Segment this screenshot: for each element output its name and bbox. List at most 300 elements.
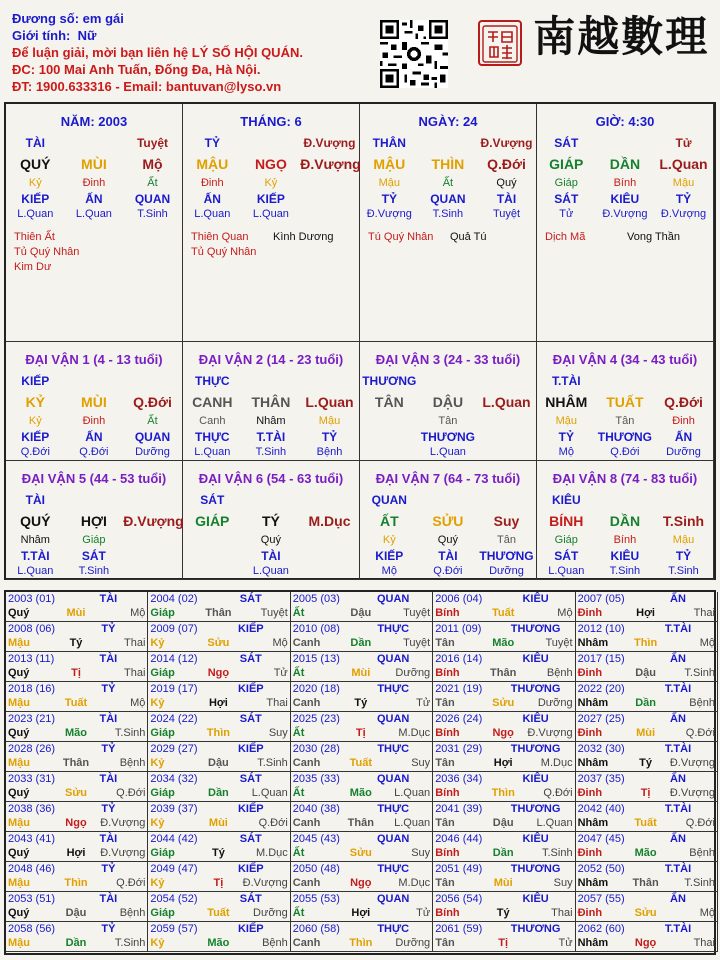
pillar-value: Mộ [381, 565, 397, 577]
year-branch: Mão [492, 637, 515, 649]
year-label: 2050 (48) [292, 863, 340, 875]
year-phase: Thai [123, 637, 146, 649]
pillar-row [360, 446, 536, 462]
year-phase: Dưỡng [537, 697, 573, 709]
year-stem: Giáp [150, 607, 175, 619]
year-cell [291, 682, 433, 712]
pillar-value: ẤN [203, 192, 221, 206]
year-branch: Tị [355, 727, 366, 739]
pillar-value: Bệnh [316, 446, 343, 458]
pillar-value: SÁT [554, 136, 579, 150]
pillar-row [183, 374, 359, 390]
pillar-value: L.Quan [252, 208, 289, 220]
year-label: 2006 (04) [435, 593, 483, 605]
pillar-value: Ất [147, 177, 158, 189]
pillar-value: Tân [615, 415, 635, 427]
year-cell [291, 712, 433, 742]
year-branch: Mùi [208, 817, 228, 829]
pillar-value: L.Quan [305, 394, 354, 410]
qr-center-logo [410, 50, 417, 57]
year-phase: Mộ [699, 907, 715, 919]
year-phase: Tuyệt [545, 637, 573, 649]
pillar-value: KIÊU [610, 549, 640, 563]
year-branch: Ngọ [492, 727, 514, 739]
year-label: 2026 (24) [435, 713, 483, 725]
pillar-value: SÁT [554, 549, 579, 563]
pillar-value: Bính [613, 534, 637, 546]
pillar-value: QUAN [430, 192, 466, 206]
pillar-value: Q.Đới [664, 394, 703, 410]
year-phase: M.Dục [256, 847, 288, 859]
year-cell [576, 622, 718, 652]
pillar-value: KIẾP [375, 549, 404, 563]
year-branch: Tị [213, 877, 224, 889]
year-stem: Nhâm [577, 817, 609, 829]
year-phase: T.Sinh [684, 667, 715, 679]
year-stem: Canh [292, 817, 321, 829]
year-label: 2010 (08) [292, 623, 340, 635]
year-label: 2052 (50) [577, 863, 625, 875]
pillar-value: THƯƠNG [597, 430, 652, 444]
year-branch: Dậu [208, 757, 229, 769]
year-branch: Ngọ [207, 667, 230, 679]
year-ten-god: T.TÀI [664, 743, 692, 755]
year-phase: M.Dục [398, 877, 431, 889]
year-stem: Quý [8, 847, 30, 859]
year-phase: Bệnh [689, 847, 715, 859]
year-label: 2054 (52) [150, 893, 198, 905]
year-phase: Tử [416, 697, 431, 709]
pillar-cell [183, 104, 360, 342]
year-label: 2036 (34) [435, 773, 483, 785]
year-label: 2060 (58) [292, 923, 340, 935]
pillar-stars-secondary [627, 230, 709, 245]
year-phase: Dưỡng [253, 907, 288, 919]
year-phase: Mộ [272, 637, 288, 649]
year-branch: Dậu [492, 817, 514, 829]
year-phase: Thai [693, 937, 715, 949]
pillar-value: Tử [559, 208, 574, 220]
pillar-row [537, 192, 713, 208]
year-phase: Tử [558, 937, 573, 949]
year-stem: Giáp [150, 667, 175, 679]
four-pillars-table [4, 102, 716, 580]
year-cell [6, 862, 148, 892]
pillar-value: Giáp [554, 177, 578, 189]
pillar-value: SÁT [200, 493, 225, 507]
year-label: 2051 (49) [435, 863, 483, 875]
year-cell [433, 892, 575, 922]
pillar-cell [6, 461, 183, 580]
year-label: 2042 (40) [577, 803, 625, 815]
year-cell [6, 652, 148, 682]
year-cell [576, 682, 718, 712]
year-label: 2005 (03) [292, 593, 340, 605]
pillar-value: L.Quan [482, 394, 531, 410]
pillar-value: Đ.Vượng [366, 208, 412, 220]
year-cell [433, 802, 575, 832]
year-ten-god: QUAN [376, 893, 410, 905]
year-ten-god: SÁT [239, 713, 262, 725]
pillar-value: THỰC [194, 374, 230, 388]
pillar-cell [6, 104, 183, 342]
pillar-row [360, 374, 536, 390]
pillar-value: TÝ [261, 513, 280, 529]
year-label: 2013 (11) [8, 653, 55, 665]
year-label: 2019 (17) [150, 683, 198, 695]
star-item: Quả Tú [450, 231, 487, 243]
pillar-row [360, 534, 536, 550]
year-cell [6, 922, 148, 952]
pillar-value: BÍNH [549, 513, 584, 529]
year-branch: Sửu [349, 847, 372, 859]
pillar-row [6, 177, 182, 193]
pillar-row [360, 136, 536, 152]
pillar-value: T.Sinh [78, 565, 110, 577]
year-ten-god: KIẾP [237, 623, 264, 635]
pillar-value: L.Quan [548, 565, 585, 577]
pillar-value: L.Quan [17, 208, 54, 220]
pillar-value: DẬU [432, 394, 464, 410]
year-ten-god: KIÊU [522, 593, 549, 605]
year-phase: Q.Đới [116, 787, 146, 799]
year-phase: Bệnh [546, 667, 573, 679]
pillar-value: Quý [437, 534, 458, 546]
year-ten-god: ẤN [670, 593, 686, 605]
pillar-value: Q.Đới [20, 446, 50, 458]
pillar-row [360, 415, 536, 431]
year-stem: Canh [292, 937, 321, 949]
year-ten-god: KIÊU [522, 833, 549, 845]
pillar-value: TỶ [558, 430, 574, 444]
pillar-value: KIẾP [21, 374, 50, 388]
year-label: 2012 (10) [577, 623, 625, 635]
star-item: Thiên Ất [14, 231, 55, 243]
year-stem: Ất [292, 847, 305, 859]
year-branch: Sửu [64, 787, 88, 799]
pillar-value: ẤT [379, 513, 399, 529]
year-branch: Tuất [64, 697, 88, 709]
year-cell [576, 862, 718, 892]
year-stem: Ất [292, 907, 305, 919]
pillar-value: TÀI [496, 192, 517, 206]
pillar-value: Mậu [672, 177, 695, 189]
year-branch: Ngọ [65, 817, 87, 829]
pillar-row [537, 430, 713, 446]
pillar-row [537, 156, 713, 172]
pillar-row [6, 430, 182, 446]
pillar-value: Mộ [142, 156, 163, 172]
year-cell [148, 802, 290, 832]
pillar-value: Q.Đới [433, 565, 463, 577]
year-cell [148, 622, 290, 652]
pillar-value: QUÝ [20, 513, 51, 529]
year-ten-god: T.TÀI [664, 683, 692, 695]
pillar-title: ĐẠI VẬN 7 (64 - 73 tuổi) [375, 471, 521, 486]
year-branch: Tị [640, 787, 651, 799]
pillar-value: Q.Đới [487, 156, 526, 172]
year-phase: Mộ [557, 607, 573, 619]
year-ten-god: KIÊU [522, 653, 549, 665]
pillar-row [183, 192, 359, 208]
year-stem: Mậu [8, 877, 30, 889]
year-ten-god: THỰC [377, 683, 410, 695]
pillar-value: Mộ [558, 446, 574, 458]
pillar-value: SÁT [81, 549, 106, 563]
year-stem: Giáp [150, 727, 175, 739]
pillar-value: ẤN [85, 192, 103, 206]
year-phase: Thai [693, 607, 715, 619]
year-label: 2018 (16) [8, 683, 56, 695]
year-ten-god: THƯƠNG [510, 683, 561, 695]
year-branch: Tuất [491, 607, 515, 619]
year-stem: Mậu [8, 817, 30, 829]
year-ten-god: T.TÀI [664, 803, 692, 815]
year-cell [6, 892, 148, 922]
year-label: 2011 (09) [435, 623, 482, 635]
year-stem: Ất [292, 787, 305, 799]
year-phase: Bệnh [262, 937, 288, 949]
year-label: 2025 (23) [292, 713, 340, 725]
pillar-value: Q.Đới [133, 394, 172, 410]
year-cell [148, 922, 290, 952]
pillar-value: THÂN [372, 136, 406, 150]
pillar-row [183, 493, 359, 509]
year-branch: Hợi [493, 757, 513, 769]
year-stem: Bính [435, 667, 460, 679]
year-label: 2047 (45) [577, 833, 625, 845]
pillar-row [537, 446, 713, 462]
year-cell [576, 922, 718, 952]
year-phase: Thai [123, 667, 146, 679]
pillar-value: GIÁP [549, 156, 584, 172]
star-item: Dịch Mã [545, 231, 586, 243]
pillar-value: TÀI [25, 493, 45, 507]
year-stem: Kỷ [150, 637, 165, 649]
year-cell [291, 592, 433, 622]
year-cell [6, 682, 148, 712]
year-cell [576, 742, 718, 772]
pillar-value: T.Sinh [662, 513, 705, 529]
year-phase: Đ.Vượng [669, 757, 715, 769]
year-label: 2034 (32) [150, 773, 198, 785]
pillar-value: Mậu [378, 177, 400, 189]
year-branch: Mão [634, 847, 657, 859]
pillar-value: L.Quan [659, 156, 708, 172]
pillar-cell [537, 461, 714, 580]
year-ten-god: THƯƠNG [510, 623, 561, 635]
year-phase: Q.Đới [258, 817, 288, 829]
year-stem: Tân [435, 757, 455, 769]
year-ten-god: ẤN [670, 653, 686, 665]
annual-luck-table [4, 590, 716, 955]
pillar-value: QUÝ [20, 156, 51, 172]
year-label: 2056 (54) [435, 893, 483, 905]
pillar-row [6, 208, 182, 224]
year-stem: Giáp [150, 847, 175, 859]
pillar-row [6, 565, 182, 581]
year-branch: Thìn [206, 727, 230, 739]
year-label: 2061 (59) [435, 923, 483, 935]
year-ten-god: KIÊU [522, 773, 549, 785]
year-ten-god: THƯƠNG [510, 923, 561, 935]
year-stem: Tân [435, 937, 455, 949]
year-label: 2053 (51) [8, 893, 56, 905]
year-stem: Nhâm [577, 757, 609, 769]
pillar-row [183, 549, 359, 565]
year-branch: Ngọ [634, 937, 657, 949]
year-branch: Ngọ [350, 877, 372, 889]
pillar-title: ĐẠI VẬN 6 (54 - 63 tuổi) [198, 471, 344, 486]
year-phase: L.Quan [394, 787, 431, 799]
year-label: 2030 (28) [292, 743, 340, 755]
pillar-value: THÌN [431, 156, 465, 172]
year-branch: Dậu [65, 907, 87, 919]
pillar-value: Đinh [82, 177, 106, 189]
year-branch: Tý [211, 847, 225, 859]
year-branch: Thân [347, 817, 374, 829]
pillar-value: Quý [260, 534, 281, 546]
year-phase: Thai [551, 907, 573, 919]
year-stem: Đinh [577, 727, 603, 739]
brand-logo [500, 4, 709, 64]
year-cell [576, 892, 718, 922]
pillar-title: ĐẠI VẬN 2 (14 - 23 tuổi) [198, 352, 344, 367]
year-branch: Hợi [636, 607, 655, 619]
pillar-row [183, 394, 359, 410]
pillar-cell [360, 342, 537, 461]
year-phase: Đ.Vượng [669, 787, 715, 799]
pillar-value: TỶ [381, 192, 397, 206]
year-ten-god: ẤN [670, 893, 686, 905]
pillar-value: Đ.Vượng [602, 208, 648, 220]
pillar-value: T.Sinh [668, 565, 699, 577]
year-label: 2062 (60) [577, 923, 625, 935]
pillar-row [360, 549, 536, 565]
pillar-title: ĐẠI VẬN 1 (4 - 13 tuổi) [25, 352, 163, 367]
pillar-row [6, 513, 182, 529]
year-phase: Tuyệt [403, 637, 431, 649]
pillar-value: Tân [497, 534, 516, 546]
year-ten-god: TÀI [99, 893, 118, 905]
pillar-value: QUAN [371, 493, 407, 507]
year-label: 2023 (21) [8, 713, 56, 725]
pillar-value: ẤN [674, 430, 693, 444]
pillar-cell [537, 342, 714, 461]
year-stem: Mậu [8, 937, 30, 949]
year-stem: Quý [8, 907, 30, 919]
pillar-row [6, 549, 182, 565]
year-cell [291, 802, 433, 832]
year-cell [576, 592, 718, 622]
year-stem: Đinh [577, 787, 603, 799]
year-label: 2017 (15) [577, 653, 625, 665]
year-branch: Mùi [636, 727, 656, 739]
pillar-row [183, 136, 359, 152]
year-stem: Bính [435, 847, 460, 859]
year-ten-god: T.TÀI [664, 623, 692, 635]
year-ten-god: SÁT [239, 833, 262, 845]
pillar-row [537, 177, 713, 193]
year-label: 2033 (31) [8, 773, 56, 785]
year-cell [291, 832, 433, 862]
pillar-title: ĐẠI VẬN 3 (24 - 33 tuổi) [375, 352, 521, 367]
pillar-row [360, 177, 536, 193]
year-phase: L.Quan [251, 787, 288, 799]
year-stem: Tân [435, 697, 455, 709]
year-cell [148, 832, 290, 862]
year-phase: L.Quan [536, 817, 573, 829]
year-stem: Đinh [577, 607, 603, 619]
pillar-row [537, 549, 713, 565]
year-phase: Q.Đới [685, 727, 715, 739]
year-label: 2021 (19) [435, 683, 483, 695]
year-cell [433, 592, 575, 622]
pillar-row [360, 208, 536, 224]
pillar-title: ĐẠI VẬN 5 (44 - 53 tuổi) [21, 471, 167, 486]
pillar-value: KIẾP [256, 192, 285, 206]
pillar-value: Q.Đới [610, 446, 640, 458]
year-label: 2041 (39) [435, 803, 483, 815]
pillar-row [6, 192, 182, 208]
star-item: Kình Dương [273, 231, 334, 243]
year-branch: Mùi [493, 877, 513, 889]
year-cell [433, 712, 575, 742]
pillar-title: ĐẠI VẬN 8 (74 - 83 tuổi) [552, 471, 698, 486]
pillar-value: TỶ [675, 549, 692, 563]
pillar-value: Giáp [554, 534, 578, 546]
year-phase: M.Dục [540, 757, 573, 769]
year-label: 2055 (53) [292, 893, 340, 905]
year-branch: Thìn [491, 787, 515, 799]
pillar-value: KIẾP [21, 192, 50, 206]
pillar-value: Đ.Vượng [123, 513, 184, 529]
pillar-cell [537, 104, 714, 342]
pillar-value: L.Quan [194, 208, 231, 220]
year-stem: Đinh [577, 847, 603, 859]
year-stem: Mậu [8, 697, 30, 709]
year-phase: T.Sinh [114, 937, 146, 949]
year-stem: Quý [8, 727, 30, 739]
year-cell [576, 802, 718, 832]
year-label: 2049 (47) [150, 863, 198, 875]
year-ten-god: SÁT [239, 893, 262, 905]
contact-invite: Để luận giải, mời bạn liên hệ LÝ SỐ HỘI QUÁN. [12, 45, 303, 60]
year-phase: Bệnh [689, 697, 715, 709]
pillar-stars-secondary [450, 230, 532, 245]
pillar-value: MÙI [81, 394, 107, 410]
pillar-value: Đinh [82, 415, 106, 427]
pillar-row [6, 156, 182, 172]
year-cell [291, 922, 433, 952]
year-cell [6, 832, 148, 862]
year-branch: Thìn [633, 637, 658, 649]
pillar-value: KIÊU [610, 192, 640, 206]
pillar-stars [14, 230, 178, 275]
pillar-value: KỶ [25, 394, 46, 410]
year-phase: Tử [273, 667, 288, 679]
pillar-value: TỶ [321, 430, 338, 444]
pillar-value: TỶ [204, 136, 220, 150]
year-branch: Thìn [64, 877, 88, 889]
year-phase: Bệnh [119, 757, 146, 769]
pillar-row [537, 374, 713, 390]
year-branch: Tuất [349, 757, 372, 769]
pillar-value: T.Sinh [432, 208, 464, 220]
year-cell [576, 772, 718, 802]
pillar-value: Canh [199, 415, 226, 427]
year-phase: L.Quan [394, 817, 431, 829]
